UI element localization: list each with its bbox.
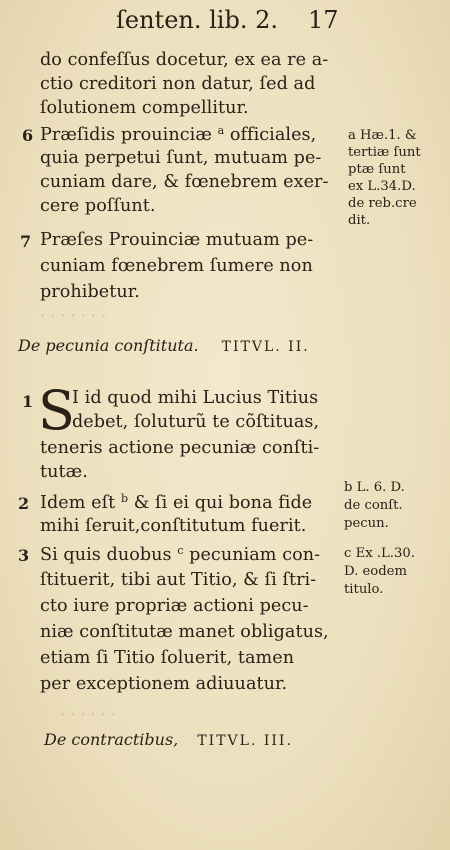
item-number: 2 (18, 494, 30, 513)
margin-note-line: a Hæ.1. & (348, 128, 417, 143)
text-line: tutæ. (40, 462, 88, 482)
text-line: teneris actione pecuniæ conſti- (40, 438, 320, 458)
item-number: 7 (20, 232, 32, 251)
text-line: Præſes Prouinciæ mutuam pe- (40, 230, 314, 250)
running-title: ſenten. lib. 2. (116, 6, 278, 34)
text-line: prohibetur. (40, 282, 140, 302)
margin-note-line: de conſt. (344, 498, 403, 513)
margin-note-line: ex L.34.D. (348, 179, 416, 194)
text-line: ſolutionem compellitur. (40, 98, 249, 118)
text-line: I id quod mihi Lucius Titius (72, 388, 319, 408)
footnote-ref: a (217, 124, 225, 137)
text-line: ctio creditori non datur, ſed ad (40, 74, 316, 94)
margin-note-line: tertiæ ſunt (348, 145, 421, 160)
margin-note-line: c Ex .L.30. (344, 546, 415, 561)
page-number: 17 (308, 6, 339, 34)
text-line: mihi ſeruit,conſtitutum fuerit. (40, 516, 307, 536)
text-fragment: Idem eſt (40, 493, 116, 513)
section-title (18, 336, 310, 355)
margin-note-line: b L. 6. D. (344, 480, 405, 495)
margin-note-line: de reb.cre (348, 196, 417, 211)
text-line (40, 544, 320, 565)
text-line (40, 492, 312, 513)
text-line: cuniam fœnebrem ſumere non (40, 256, 313, 276)
item-number: 3 (18, 546, 30, 565)
section-title (44, 730, 293, 749)
text-line: do confeſſus docetur, ex ea re a- (40, 50, 329, 70)
text-line: cuniam dare, & fœnebrem exer- (40, 172, 329, 192)
text-line: cere poſſunt. (40, 196, 156, 216)
footnote-ref: c (177, 544, 184, 557)
section-title-caps: TITVL. II. (221, 339, 310, 355)
text-line: quia perpetui ſunt, mutuam pe- (40, 148, 322, 168)
text-fragment: Præſidis prouinciæ (40, 125, 212, 145)
section-title-caps: TITVL. III. (197, 733, 293, 749)
bleed-through-text: · · · · · · · (40, 306, 107, 325)
text-fragment: pecuniam con- (189, 545, 321, 565)
text-line: etiam ſi Titio ſoluerit, tamen (40, 648, 295, 668)
margin-note-line: ptæ ſunt (348, 162, 406, 177)
text-line (40, 124, 316, 145)
text-line: ſtituerit, tibi aut Titio, & ſi ſtri- (40, 570, 317, 590)
footnote-ref: b (120, 492, 129, 505)
item-number: 6 (22, 126, 34, 145)
text-line: debet, ſoluturũ te cõſtituas, (72, 412, 320, 432)
drop-cap: S (38, 379, 75, 442)
margin-note-line: pecun. (344, 516, 389, 531)
text-fragment: Si quis duobus (40, 545, 172, 565)
bleed-through-text: · · · · · · (60, 705, 116, 724)
text-line: niæ conſtitutæ manet obligatus, (40, 622, 329, 642)
section-title-italic: De contractibus, (44, 730, 179, 749)
section-title-italic: De pecunia conſtituta. (18, 336, 199, 355)
margin-note-line: titulo. (344, 582, 384, 597)
margin-note-line: dit. (348, 213, 371, 228)
text-line: per exceptionem adiuuatur. (40, 674, 288, 694)
text-line: cto iure propriæ actioni pecu- (40, 596, 309, 616)
text-fragment: & ſi ei qui bona fide (133, 493, 313, 513)
item-number: 1 (22, 392, 34, 411)
margin-note-line: D. eodem (344, 564, 407, 579)
text-fragment: officiales, (229, 125, 317, 145)
